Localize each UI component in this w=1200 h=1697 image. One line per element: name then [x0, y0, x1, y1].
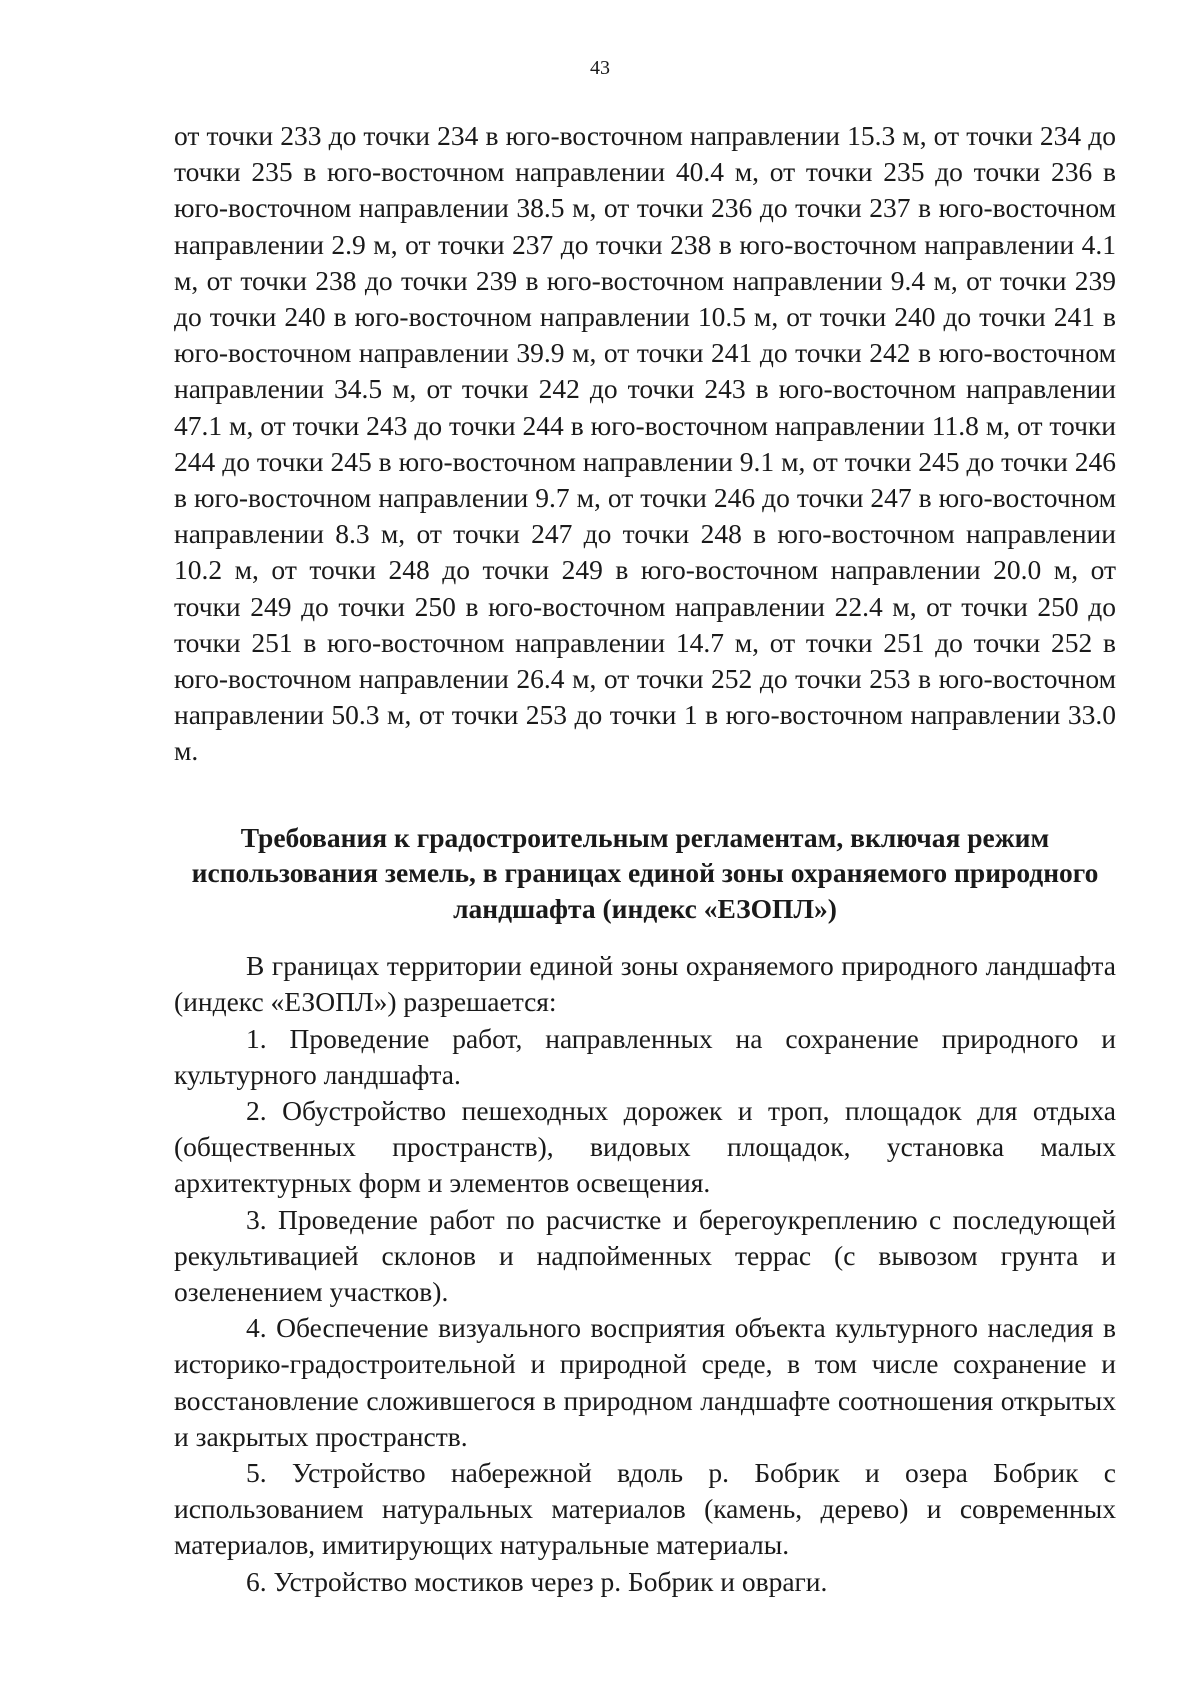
section-heading-line-2: использования земель, в границах единой зоны охраняемого природного	[191, 857, 1099, 889]
list-item-4: 4. Обеспечение визуального восприятия объекта культурного наследия в историко-градостроительной и природной среде, в том числе сохранение и восстановление сложившегося в природном ландшафте соотношения открытых и закрытых пространств.	[174, 1312, 1116, 1452]
list-item-2: 2. Обустройство пешеходных дорожек и троп, площадок для отдыха (общественных пространств), видовых площадок, установка малых архитектурных форм и элементов освещения.	[174, 1094, 1116, 1199]
document-body	[174, 118, 1116, 1600]
list-item-3: 3. Проведение работ по расчистке и берегоукреплению с последующей рекультивацией склонов и надпойменных террас (с вывозом грунта и озеленением участков).	[174, 1203, 1116, 1307]
section-heading-line-1: Требования к градостроительным регламентам, включая режим	[240, 821, 1050, 853]
lead-paragraph: В границах территории единой зоны охраняемого природного ландшафта (индекс «ЕЗОПЛ») разрешается:	[174, 950, 1116, 1018]
section-heading-line-3: ландшафта (индекс «ЕЗОПЛ»)	[453, 892, 837, 924]
boundary-description-paragraph: от точки 233 до точки 234 в юго-восточном направлении 15.3 м, от точки 234 до точки 235 в юго-восточном направлении 40.4 м, от точки 235 до точки 236 в юго-восточном направлении 38.5 м, от точки 236 до точки 237 в юго-восточном направлении 2.9 м, от точки 237 до точки 238 в юго-восточном направлении 4.1 м, от точки 238 до точки 239 в юго-восточном направлении 9.4 м, от точки 239 до точки 240 в юго-восточном направлении 10.5 м, от точки 240 до точки 241 в юго-восточном направлении 39.9 м, от точки 241 до точки 242 в юго-восточном направлении 34.5 м, от точки 242 до точки 243 в юго-восточном направлении 47.1 м, от точки 243 до точки 244 в юго-восточном направлении 11.8 м, от точки 244 до точки 245 в юго-восточном направлении 9.1 м, от точки 245 до точки 246 в юго-восточном направлении 9.7 м, от точки 246 до точки 247 в юго-восточном направлении 8.3 м, от точки 247 до точки 248 в юго-восточном направлении 10.2 м, от точки 248 до точки 249 в юго-восточном направлении 20.0 м, от точки 249 до точки 250 в юго-восточном направлении 22.4 м, от точки 250 до точки 251 в юго-восточном направлении 14.7 м, от точки 251 до точки 252 в юго-восточном направлении 26.4 м, от точки 252 до точки 253 в юго-восточном направлении 50.3 м, от точки 253 до точки 1 в юго-восточном направлении 33.0 м.	[174, 120, 1116, 767]
page-number: 43	[590, 57, 610, 79]
section-heading	[174, 820, 1116, 927]
list-item-5: 5. Устройство набережной вдоль р. Бобрик и озера Бобрик с использованием натуральных материалов (камень, дерево) и современных материалов, имитирующих натуральные материалы.	[174, 1457, 1116, 1561]
list-item-1: 1. Проведение работ, направленных на сохранение природного и культурного ландшафта.	[174, 1022, 1116, 1090]
list-item-6: 6. Устройство мостиков через р. Бобрик и овраги.	[246, 1565, 828, 1597]
